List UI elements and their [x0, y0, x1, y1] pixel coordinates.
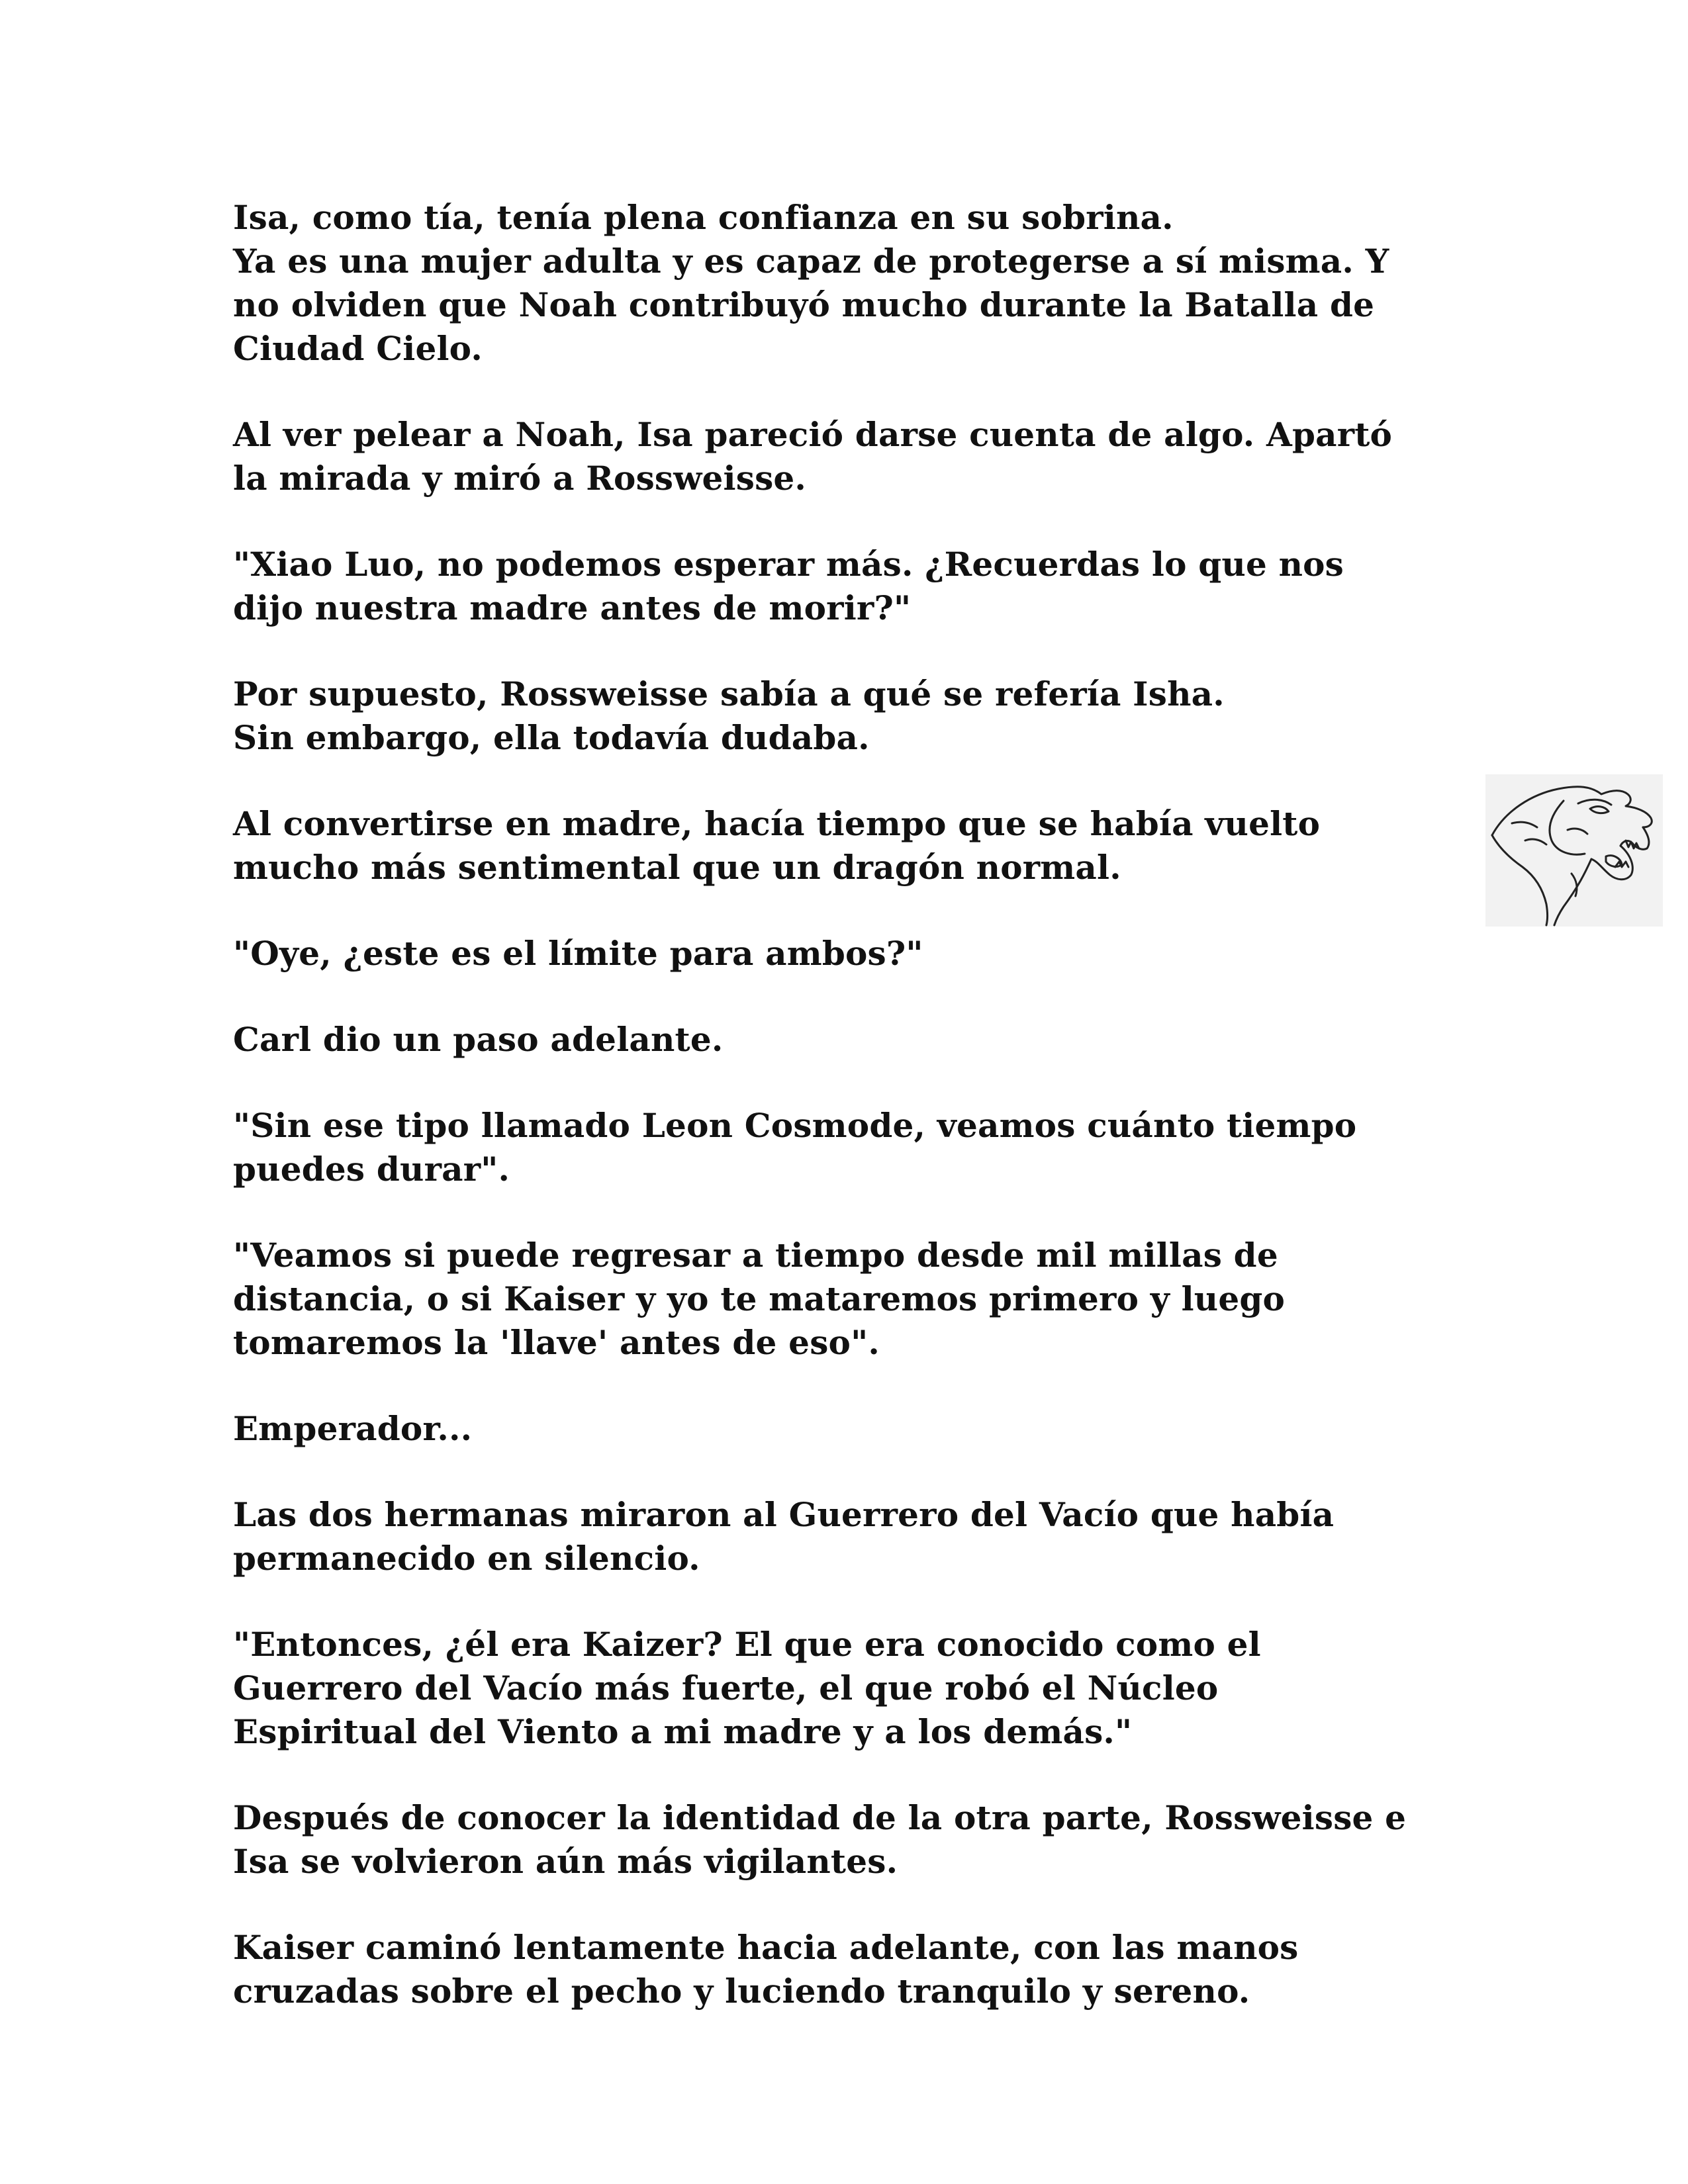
text-line: Después de conocer la identidad de la otra parte, Rossweisse e: [233, 1798, 1407, 1837]
text-line: "Veamos si puede regresar a tiempo desde mil millas de: [233, 1236, 1278, 1275]
text-line: Sin embargo, ella todavía dudaba.: [233, 718, 870, 757]
text-line: Emperador...: [233, 1409, 473, 1448]
paragraph: [233, 1104, 1491, 1191]
paragraph: [233, 1623, 1491, 1754]
paragraph: [233, 932, 1491, 976]
text-line: tomaremos la 'llave' antes de eso".: [233, 1323, 880, 1362]
text-line: puedes durar".: [233, 1150, 510, 1189]
text-line: Al ver pelear a Noah, Isa pareció darse cuenta de algo. Apartó: [233, 415, 1393, 454]
paragraph: [233, 413, 1491, 500]
paragraph: [233, 1018, 1491, 1062]
text-line: Las dos hermanas miraron al Guerrero del Vacío que había: [233, 1495, 1335, 1534]
text-line: Ya es una mujer adulta y es capaz de protegerse a sí misma. Y: [233, 242, 1389, 281]
text-line: Carl dio un paso adelante.: [233, 1020, 724, 1059]
dragon-head-icon: [1485, 774, 1663, 927]
text-line: Guerrero del Vacío más fuerte, el que robó el Núcleo: [233, 1668, 1219, 1707]
text-line: permanecido en silencio.: [233, 1539, 700, 1578]
paragraph: [233, 1407, 1491, 1451]
text-line: Kaiser caminó lentamente hacia adelante, con las manos: [233, 1928, 1299, 1967]
paragraph: [233, 1234, 1491, 1365]
text-line: mucho más sentimental que un dragón normal.: [233, 848, 1121, 887]
paragraph: [233, 1926, 1491, 2013]
paragraph: [233, 1493, 1491, 1580]
text-line: cruzadas sobre el pecho y luciendo tranquilo y sereno.: [233, 1972, 1250, 2011]
text-line: Ciudad Cielo.: [233, 329, 483, 368]
text-line: "Oye, ¿este es el límite para ambos?": [233, 934, 923, 973]
paragraph: [233, 196, 1491, 371]
text-line: la mirada y miró a Rossweisse.: [233, 459, 807, 498]
text-line: Al convertirse en madre, hacía tiempo que se había vuelto: [233, 804, 1321, 843]
text-line: Espiritual del Viento a mi madre y a los demás.": [233, 1712, 1133, 1751]
paragraph: [233, 672, 1491, 760]
paragraph: [233, 802, 1491, 889]
paragraph: [233, 1796, 1491, 1884]
text-line: "Entonces, ¿él era Kaizer? El que era conocido como el: [233, 1625, 1261, 1664]
text-line: "Sin ese tipo llamado Leon Cosmode, veamos cuánto tiempo: [233, 1106, 1357, 1145]
story-text: [233, 196, 1491, 2056]
text-line: no olviden que Noah contribuyó mucho durante la Batalla de: [233, 285, 1375, 324]
paragraph: [233, 543, 1491, 630]
text-line: "Xiao Luo, no podemos esperar más. ¿Recuerdas lo que nos: [233, 545, 1344, 584]
text-line: Isa, como tía, tenía plena confianza en su sobrina.: [233, 198, 1174, 237]
text-line: Por supuesto, Rossweisse sabía a qué se refería Isha.: [233, 674, 1225, 713]
text-line: distancia, o si Kaiser y yo te mataremos primero y luego: [233, 1279, 1286, 1318]
text-line: dijo nuestra madre antes de morir?": [233, 588, 912, 627]
text-line: Isa se volvieron aún más vigilantes.: [233, 1842, 898, 1881]
